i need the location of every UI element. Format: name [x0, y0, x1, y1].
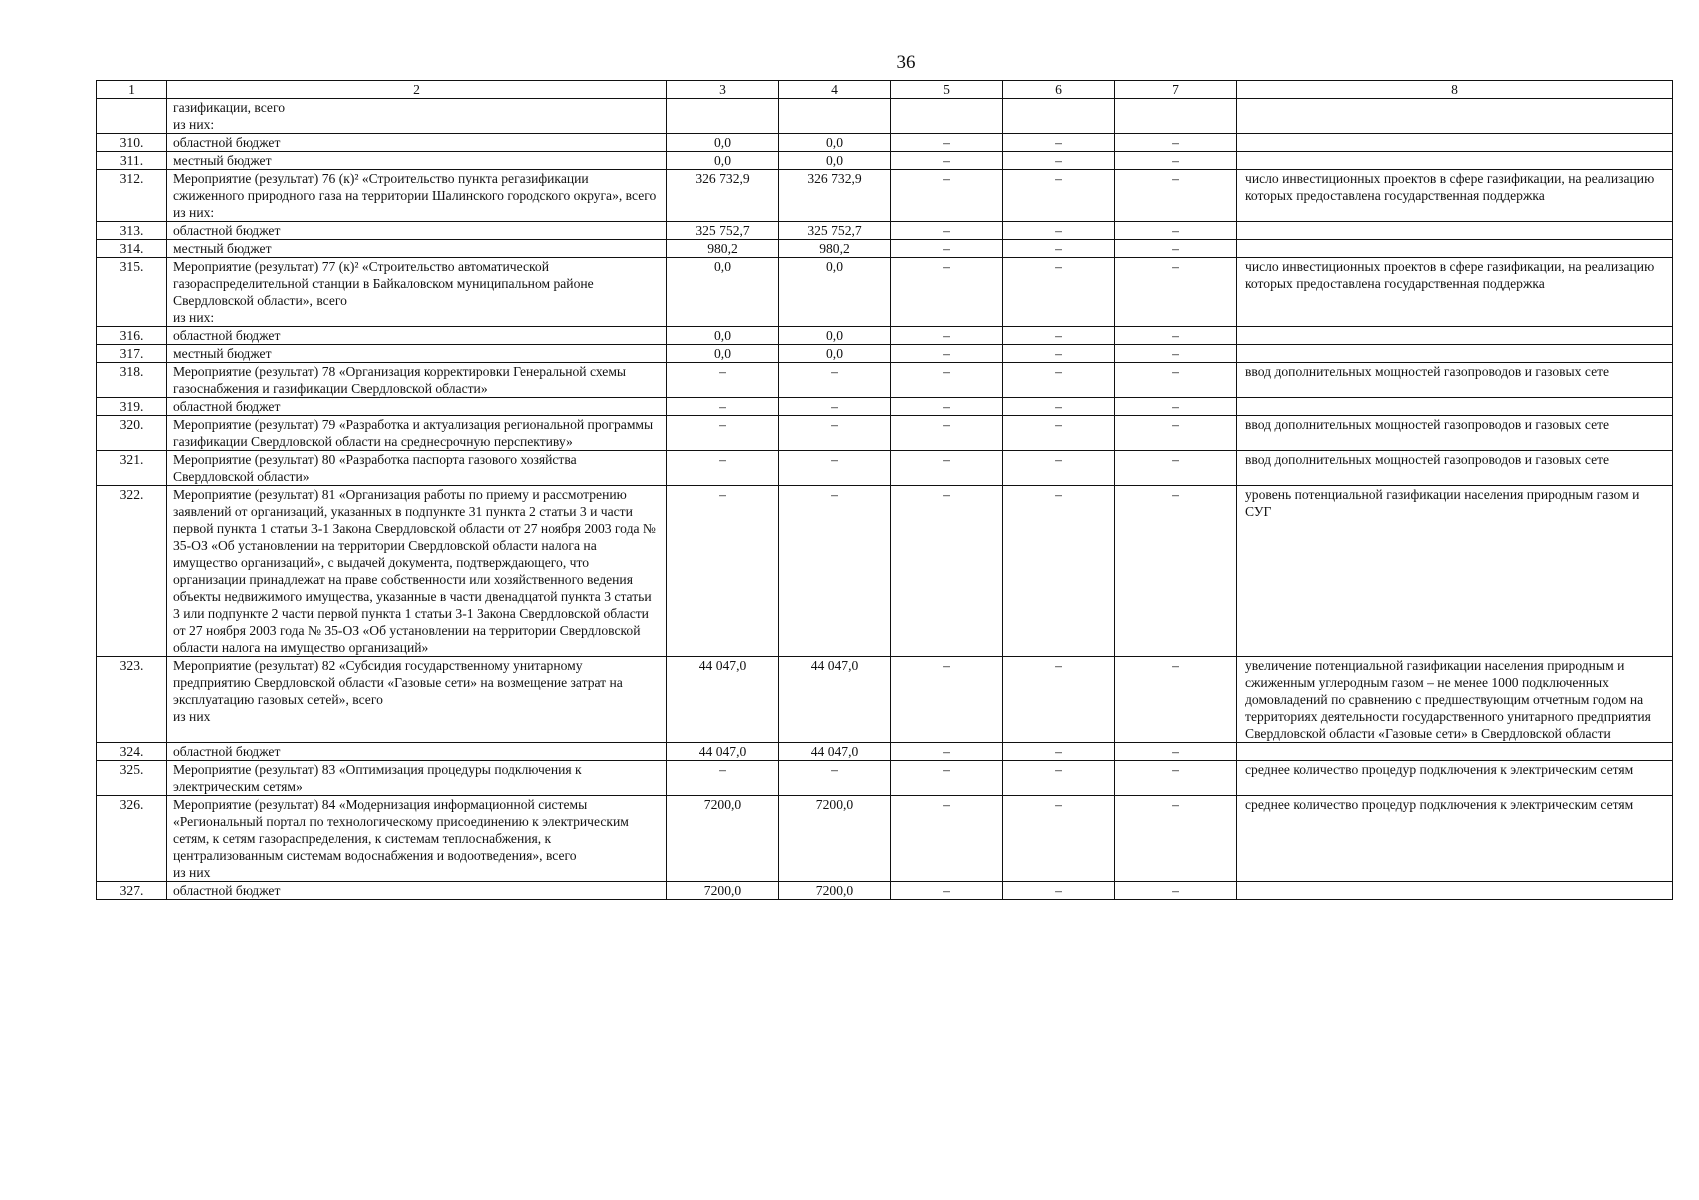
value-col-7: –: [1115, 170, 1237, 222]
value-col-6: –: [1003, 796, 1115, 882]
value-col-5: –: [891, 486, 1003, 657]
value-col-4: 7200,0: [779, 882, 891, 900]
row-number: 318.: [97, 363, 167, 398]
target-indicator: [1237, 99, 1673, 134]
value-col-7: –: [1115, 134, 1237, 152]
column-header-5: 5: [891, 81, 1003, 99]
row-number: 320.: [97, 416, 167, 451]
row-number: 316.: [97, 327, 167, 345]
value-col-6: –: [1003, 416, 1115, 451]
target-indicator: уровень потенциальной газификации населения природным газом и СУГ: [1237, 486, 1673, 657]
row-description: областной бюджет: [167, 882, 667, 900]
value-col-6: –: [1003, 222, 1115, 240]
row-number: 317.: [97, 345, 167, 363]
value-col-6: –: [1003, 761, 1115, 796]
value-col-4: 980,2: [779, 240, 891, 258]
row-description: Мероприятие (результат) 80 «Разработка паспорта газового хозяйства Свердловской области»: [167, 451, 667, 486]
target-indicator: [1237, 240, 1673, 258]
value-col-4: 44 047,0: [779, 743, 891, 761]
table-row: [97, 134, 1673, 152]
value-col-4: 0,0: [779, 134, 891, 152]
value-col-6: –: [1003, 743, 1115, 761]
target-indicator: [1237, 743, 1673, 761]
column-header-6: 6: [1003, 81, 1115, 99]
row-number: 327.: [97, 882, 167, 900]
target-indicator: ввод дополнительных мощностей газопроводов и газовых сете: [1237, 416, 1673, 451]
value-col-4: –: [779, 486, 891, 657]
table-row: [97, 345, 1673, 363]
value-col-7: [1115, 99, 1237, 134]
table-row: [97, 327, 1673, 345]
value-col-6: –: [1003, 327, 1115, 345]
target-indicator: среднее количество процедур подключения к электрическим сетям: [1237, 796, 1673, 882]
value-col-3: 0,0: [667, 345, 779, 363]
value-col-3: –: [667, 398, 779, 416]
value-col-6: –: [1003, 882, 1115, 900]
value-col-7: –: [1115, 486, 1237, 657]
row-number: 321.: [97, 451, 167, 486]
target-indicator: [1237, 882, 1673, 900]
target-indicator: ввод дополнительных мощностей газопроводов и газовых сете: [1237, 451, 1673, 486]
value-col-4: –: [779, 363, 891, 398]
value-col-4: 326 732,9: [779, 170, 891, 222]
value-col-7: –: [1115, 451, 1237, 486]
value-col-5: –: [891, 258, 1003, 327]
value-col-5: –: [891, 761, 1003, 796]
value-col-5: [891, 99, 1003, 134]
value-col-6: –: [1003, 657, 1115, 743]
row-description: Мероприятие (результат) 77 (к)² «Строительство автоматической газораспределительной станции в Байкаловском муниципальном районе Свердловской области», всего из них:: [167, 258, 667, 327]
value-col-4: –: [779, 451, 891, 486]
value-col-3: 326 732,9: [667, 170, 779, 222]
row-number: 319.: [97, 398, 167, 416]
value-col-3: –: [667, 761, 779, 796]
row-description: Мероприятие (результат) 82 «Субсидия государственному унитарному предприятию Свердловской области «Газовые сети» на возмещение затрат на эксплуатацию газовых сетей», всего из них: [167, 657, 667, 743]
value-col-5: –: [891, 743, 1003, 761]
value-col-6: –: [1003, 345, 1115, 363]
row-number: 313.: [97, 222, 167, 240]
row-description: местный бюджет: [167, 152, 667, 170]
row-description: областной бюджет: [167, 222, 667, 240]
value-col-5: –: [891, 222, 1003, 240]
value-col-3: 0,0: [667, 327, 779, 345]
value-col-5: –: [891, 398, 1003, 416]
header-row: [97, 81, 1673, 99]
target-indicator: [1237, 222, 1673, 240]
column-header-1: 1: [97, 81, 167, 99]
row-number: 310.: [97, 134, 167, 152]
value-col-4: [779, 99, 891, 134]
value-col-3: 0,0: [667, 152, 779, 170]
value-col-5: –: [891, 240, 1003, 258]
table-row: [97, 796, 1673, 882]
value-col-6: –: [1003, 240, 1115, 258]
row-number: 312.: [97, 170, 167, 222]
value-col-3: –: [667, 486, 779, 657]
value-col-3: –: [667, 363, 779, 398]
value-col-7: –: [1115, 398, 1237, 416]
row-description: областной бюджет: [167, 134, 667, 152]
row-description: Мероприятие (результат) 76 (к)² «Строительство пункта регазификации сжиженного природного газа на территории Шалинского городского округа», всего из них:: [167, 170, 667, 222]
value-col-5: –: [891, 134, 1003, 152]
value-col-4: 0,0: [779, 327, 891, 345]
table-row: [97, 99, 1673, 134]
value-col-5: –: [891, 451, 1003, 486]
table-row: [97, 743, 1673, 761]
value-col-6: –: [1003, 152, 1115, 170]
value-col-7: –: [1115, 258, 1237, 327]
target-indicator: [1237, 345, 1673, 363]
value-col-7: –: [1115, 152, 1237, 170]
value-col-4: 0,0: [779, 152, 891, 170]
table-row: [97, 363, 1673, 398]
table-row: [97, 761, 1673, 796]
table-row: [97, 882, 1673, 900]
target-indicator: ввод дополнительных мощностей газопроводов и газовых сете: [1237, 363, 1673, 398]
budget-table: [96, 80, 1673, 900]
value-col-4: 325 752,7: [779, 222, 891, 240]
value-col-5: –: [891, 152, 1003, 170]
row-description: Мероприятие (результат) 81 «Организация работы по приему и рассмотрению заявлений от организаций, указанных в подпункте 31 пункта 2 статьи 3 и части первой пункта 1 статьи 3-1 Закона Свердловской области от 27 ноября 2003 года № 35-ОЗ «Об установлении на территории Свердловской области налога на имущество организаций», с выдачей документа, подтверждающего, что организации принадлежат на праве собственности или хозяйственного ведения объекты недвижимого имущества, указанные в части двенадцатой пункта 3 статьи 3 или подпункте 2 части первой пункта 1 статьи 3-1 Закона Свердловской области от 27 ноября 2003 года № 35-ОЗ «Об установлении на территории Свердловской области налога на имущество организаций»: [167, 486, 667, 657]
row-description: Мероприятие (результат) 83 «Оптимизация процедуры подключения к электрическим сетям»: [167, 761, 667, 796]
value-col-4: 7200,0: [779, 796, 891, 882]
table-row: [97, 486, 1673, 657]
value-col-7: –: [1115, 416, 1237, 451]
row-description: газификации, всего из них:: [167, 99, 667, 134]
row-number: 325.: [97, 761, 167, 796]
value-col-4: –: [779, 761, 891, 796]
table-row: [97, 152, 1673, 170]
value-col-7: –: [1115, 761, 1237, 796]
row-number: 315.: [97, 258, 167, 327]
row-description: областной бюджет: [167, 398, 667, 416]
column-header-4: 4: [779, 81, 891, 99]
value-col-3: 44 047,0: [667, 657, 779, 743]
value-col-3: [667, 99, 779, 134]
value-col-3: –: [667, 416, 779, 451]
row-number: 322.: [97, 486, 167, 657]
value-col-3: 7200,0: [667, 882, 779, 900]
target-indicator: [1237, 327, 1673, 345]
table-row: [97, 657, 1673, 743]
target-indicator: увеличение потенциальной газификации населения природным и сжиженным углеродным газом – не менее 1000 подключенных домовладений по сравнению с предшествующим отчетным годом на территориях деятельности государственного унитарного предприятия Свердловской области «Газовые сети» в Свердловской области: [1237, 657, 1673, 743]
table-row: [97, 416, 1673, 451]
value-col-7: –: [1115, 363, 1237, 398]
row-description: Мероприятие (результат) 84 «Модернизация информационной системы «Региональный портал по технологическому присоединению к электрическим сетям, к сетям газораспределения, к системам теплоснабжения, к централизованным системам водоснабжения и водоотведения», всего из них: [167, 796, 667, 882]
value-col-6: –: [1003, 258, 1115, 327]
value-col-6: –: [1003, 363, 1115, 398]
row-number: 311.: [97, 152, 167, 170]
value-col-5: –: [891, 327, 1003, 345]
value-col-5: –: [891, 170, 1003, 222]
row-number: 324.: [97, 743, 167, 761]
target-indicator: [1237, 398, 1673, 416]
value-col-7: –: [1115, 345, 1237, 363]
value-col-4: 0,0: [779, 258, 891, 327]
value-col-4: 0,0: [779, 345, 891, 363]
target-indicator: [1237, 134, 1673, 152]
value-col-4: 44 047,0: [779, 657, 891, 743]
value-col-3: 44 047,0: [667, 743, 779, 761]
target-indicator: число инвестиционных проектов в сфере газификации, на реализацию которых предоставлена государственная поддержка: [1237, 258, 1673, 327]
column-header-2: 2: [167, 81, 667, 99]
value-col-3: 0,0: [667, 134, 779, 152]
value-col-5: –: [891, 657, 1003, 743]
table-row: [97, 222, 1673, 240]
row-description: областной бюджет: [167, 327, 667, 345]
value-col-3: 0,0: [667, 258, 779, 327]
target-indicator: [1237, 152, 1673, 170]
table-row: [97, 258, 1673, 327]
value-col-5: –: [891, 363, 1003, 398]
column-header-3: 3: [667, 81, 779, 99]
value-col-6: –: [1003, 451, 1115, 486]
row-description: Мероприятие (результат) 79 «Разработка и актуализация региональной программы газификации Свердловской области на среднесрочную перспективу»: [167, 416, 667, 451]
value-col-3: 7200,0: [667, 796, 779, 882]
row-description: Мероприятие (результат) 78 «Организация корректировки Генеральной схемы газоснабжения и газификации Свердловской области»: [167, 363, 667, 398]
value-col-6: –: [1003, 486, 1115, 657]
table-row: [97, 451, 1673, 486]
column-header-7: 7: [1115, 81, 1237, 99]
target-indicator: число инвестиционных проектов в сфере газификации, на реализацию которых предоставлена государственная поддержка: [1237, 170, 1673, 222]
page-number: 36: [896, 52, 916, 73]
row-number: 326.: [97, 796, 167, 882]
value-col-6: –: [1003, 170, 1115, 222]
value-col-5: –: [891, 796, 1003, 882]
value-col-7: –: [1115, 743, 1237, 761]
row-number: 323.: [97, 657, 167, 743]
row-description: областной бюджет: [167, 743, 667, 761]
value-col-4: –: [779, 398, 891, 416]
value-col-7: –: [1115, 796, 1237, 882]
value-col-5: –: [891, 882, 1003, 900]
table-row: [97, 170, 1673, 222]
value-col-6: –: [1003, 398, 1115, 416]
value-col-7: –: [1115, 240, 1237, 258]
value-col-5: –: [891, 416, 1003, 451]
value-col-7: –: [1115, 327, 1237, 345]
row-number: 314.: [97, 240, 167, 258]
value-col-3: 980,2: [667, 240, 779, 258]
column-header-8: 8: [1237, 81, 1673, 99]
value-col-5: –: [891, 345, 1003, 363]
target-indicator: среднее количество процедур подключения к электрическим сетям: [1237, 761, 1673, 796]
value-col-3: –: [667, 451, 779, 486]
value-col-7: –: [1115, 222, 1237, 240]
row-description: местный бюджет: [167, 240, 667, 258]
value-col-7: –: [1115, 657, 1237, 743]
row-number: [97, 99, 167, 134]
row-description: местный бюджет: [167, 345, 667, 363]
table-row: [97, 398, 1673, 416]
value-col-7: –: [1115, 882, 1237, 900]
value-col-6: [1003, 99, 1115, 134]
value-col-6: –: [1003, 134, 1115, 152]
value-col-4: –: [779, 416, 891, 451]
table-row: [97, 240, 1673, 258]
value-col-3: 325 752,7: [667, 222, 779, 240]
